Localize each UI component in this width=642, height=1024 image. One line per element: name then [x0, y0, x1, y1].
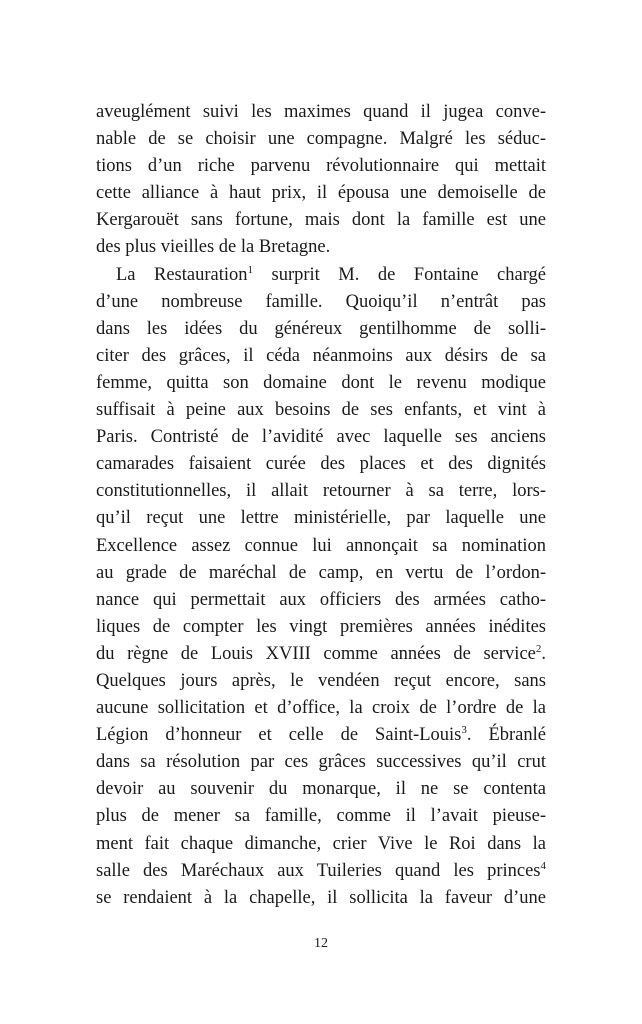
text-line: nable de se choisir une compagne. Malgré les séduc- [96, 129, 546, 150]
text-line: plus de mener sa famille, comme il l’avait pieuse- [96, 806, 546, 827]
footnote-ref[interactable]: 3 [461, 724, 467, 736]
text-line: Excellence assez connue lui annonçait sa nomination [96, 535, 546, 556]
text-fragment: salle des Maréchaux aux Tuileries quand les princes [96, 860, 541, 881]
text-line: d’une nombreuse famille. Quoiqu’il n’entrât pas [96, 291, 546, 312]
text-line: cette alliance à haut prix, il épousa une demoiselle de [96, 183, 546, 204]
text-line [96, 641, 546, 668]
text-line: se rendaient à la chapelle, il sollicita la faveur d’une [96, 887, 546, 908]
text-line: camarades faisaient curée des places et des dignités [96, 454, 546, 475]
text-fragment: . Ébranlé [466, 725, 546, 746]
text-line: femme, quitta son domaine dont le revenu modique [96, 372, 546, 393]
text-line: dans sa résolution par ces grâces successives qu’il crut [96, 752, 546, 773]
text-line: liques de compter les vingt premières années inédites [96, 616, 546, 637]
text-line: constitutionnelles, il allait retourner à sa terre, lors- [96, 481, 546, 502]
text-line [96, 858, 546, 885]
text-fragment: . [541, 643, 546, 664]
text-line: ment fait chaque dimanche, crier Vive le Roi dans la [96, 833, 546, 854]
text-line: des plus vieilles de la Bretagne. [96, 237, 331, 258]
text-line: Kergarouët sans fortune, mais dont la famille est une [96, 210, 546, 231]
text-line: Paris. Contristé de l’avidité avec laquelle ses anciens [96, 427, 546, 448]
text-line: nance qui permettait aux officiers des armées catho- [96, 589, 546, 610]
text-fragment: La Restauration [116, 264, 248, 285]
text-line: au grade de maréchal de camp, en vertu de l’ordon- [96, 562, 546, 583]
text-fragment: Légion d’honneur et celle de Saint-Louis [96, 725, 462, 746]
text-line: suffisait à peine aux besoins de ses enfants, et vint à [96, 400, 546, 421]
text-line: citer des grâces, il céda néanmoins aux désirs de sa [96, 345, 546, 366]
text-line: devoir au souvenir du monarque, il ne se contenta [96, 779, 546, 800]
footnote-ref[interactable]: 1 [247, 263, 254, 276]
text-line: qu’il reçut une lettre ministérielle, par laquelle une [96, 508, 546, 529]
text-fragment: surprit M. de Fontaine chargé [253, 264, 547, 285]
page-number: 12 [314, 936, 328, 951]
text-line: aveuglément suivi les maximes quand il jugea conve- [96, 102, 546, 122]
text-line: tions d’un riche parvenu révolutionnaire qui mettait [96, 156, 546, 177]
text-line: Quelques jours après, le vendéen reçut encore, sans [96, 670, 546, 691]
text-line [96, 262, 546, 289]
text-line [96, 722, 546, 749]
footnote-ref[interactable]: 2 [535, 642, 542, 655]
text-line: dans les idées du généreux gentilhomme de solli- [96, 318, 546, 339]
book-page-text [96, 99, 546, 912]
footnote-ref[interactable]: 4 [540, 859, 546, 872]
text-fragment: du règne de Louis XVIII comme années de service [96, 643, 536, 664]
text-line: aucune sollicitation et d’office, la croix de l’ordre de la [96, 698, 546, 719]
